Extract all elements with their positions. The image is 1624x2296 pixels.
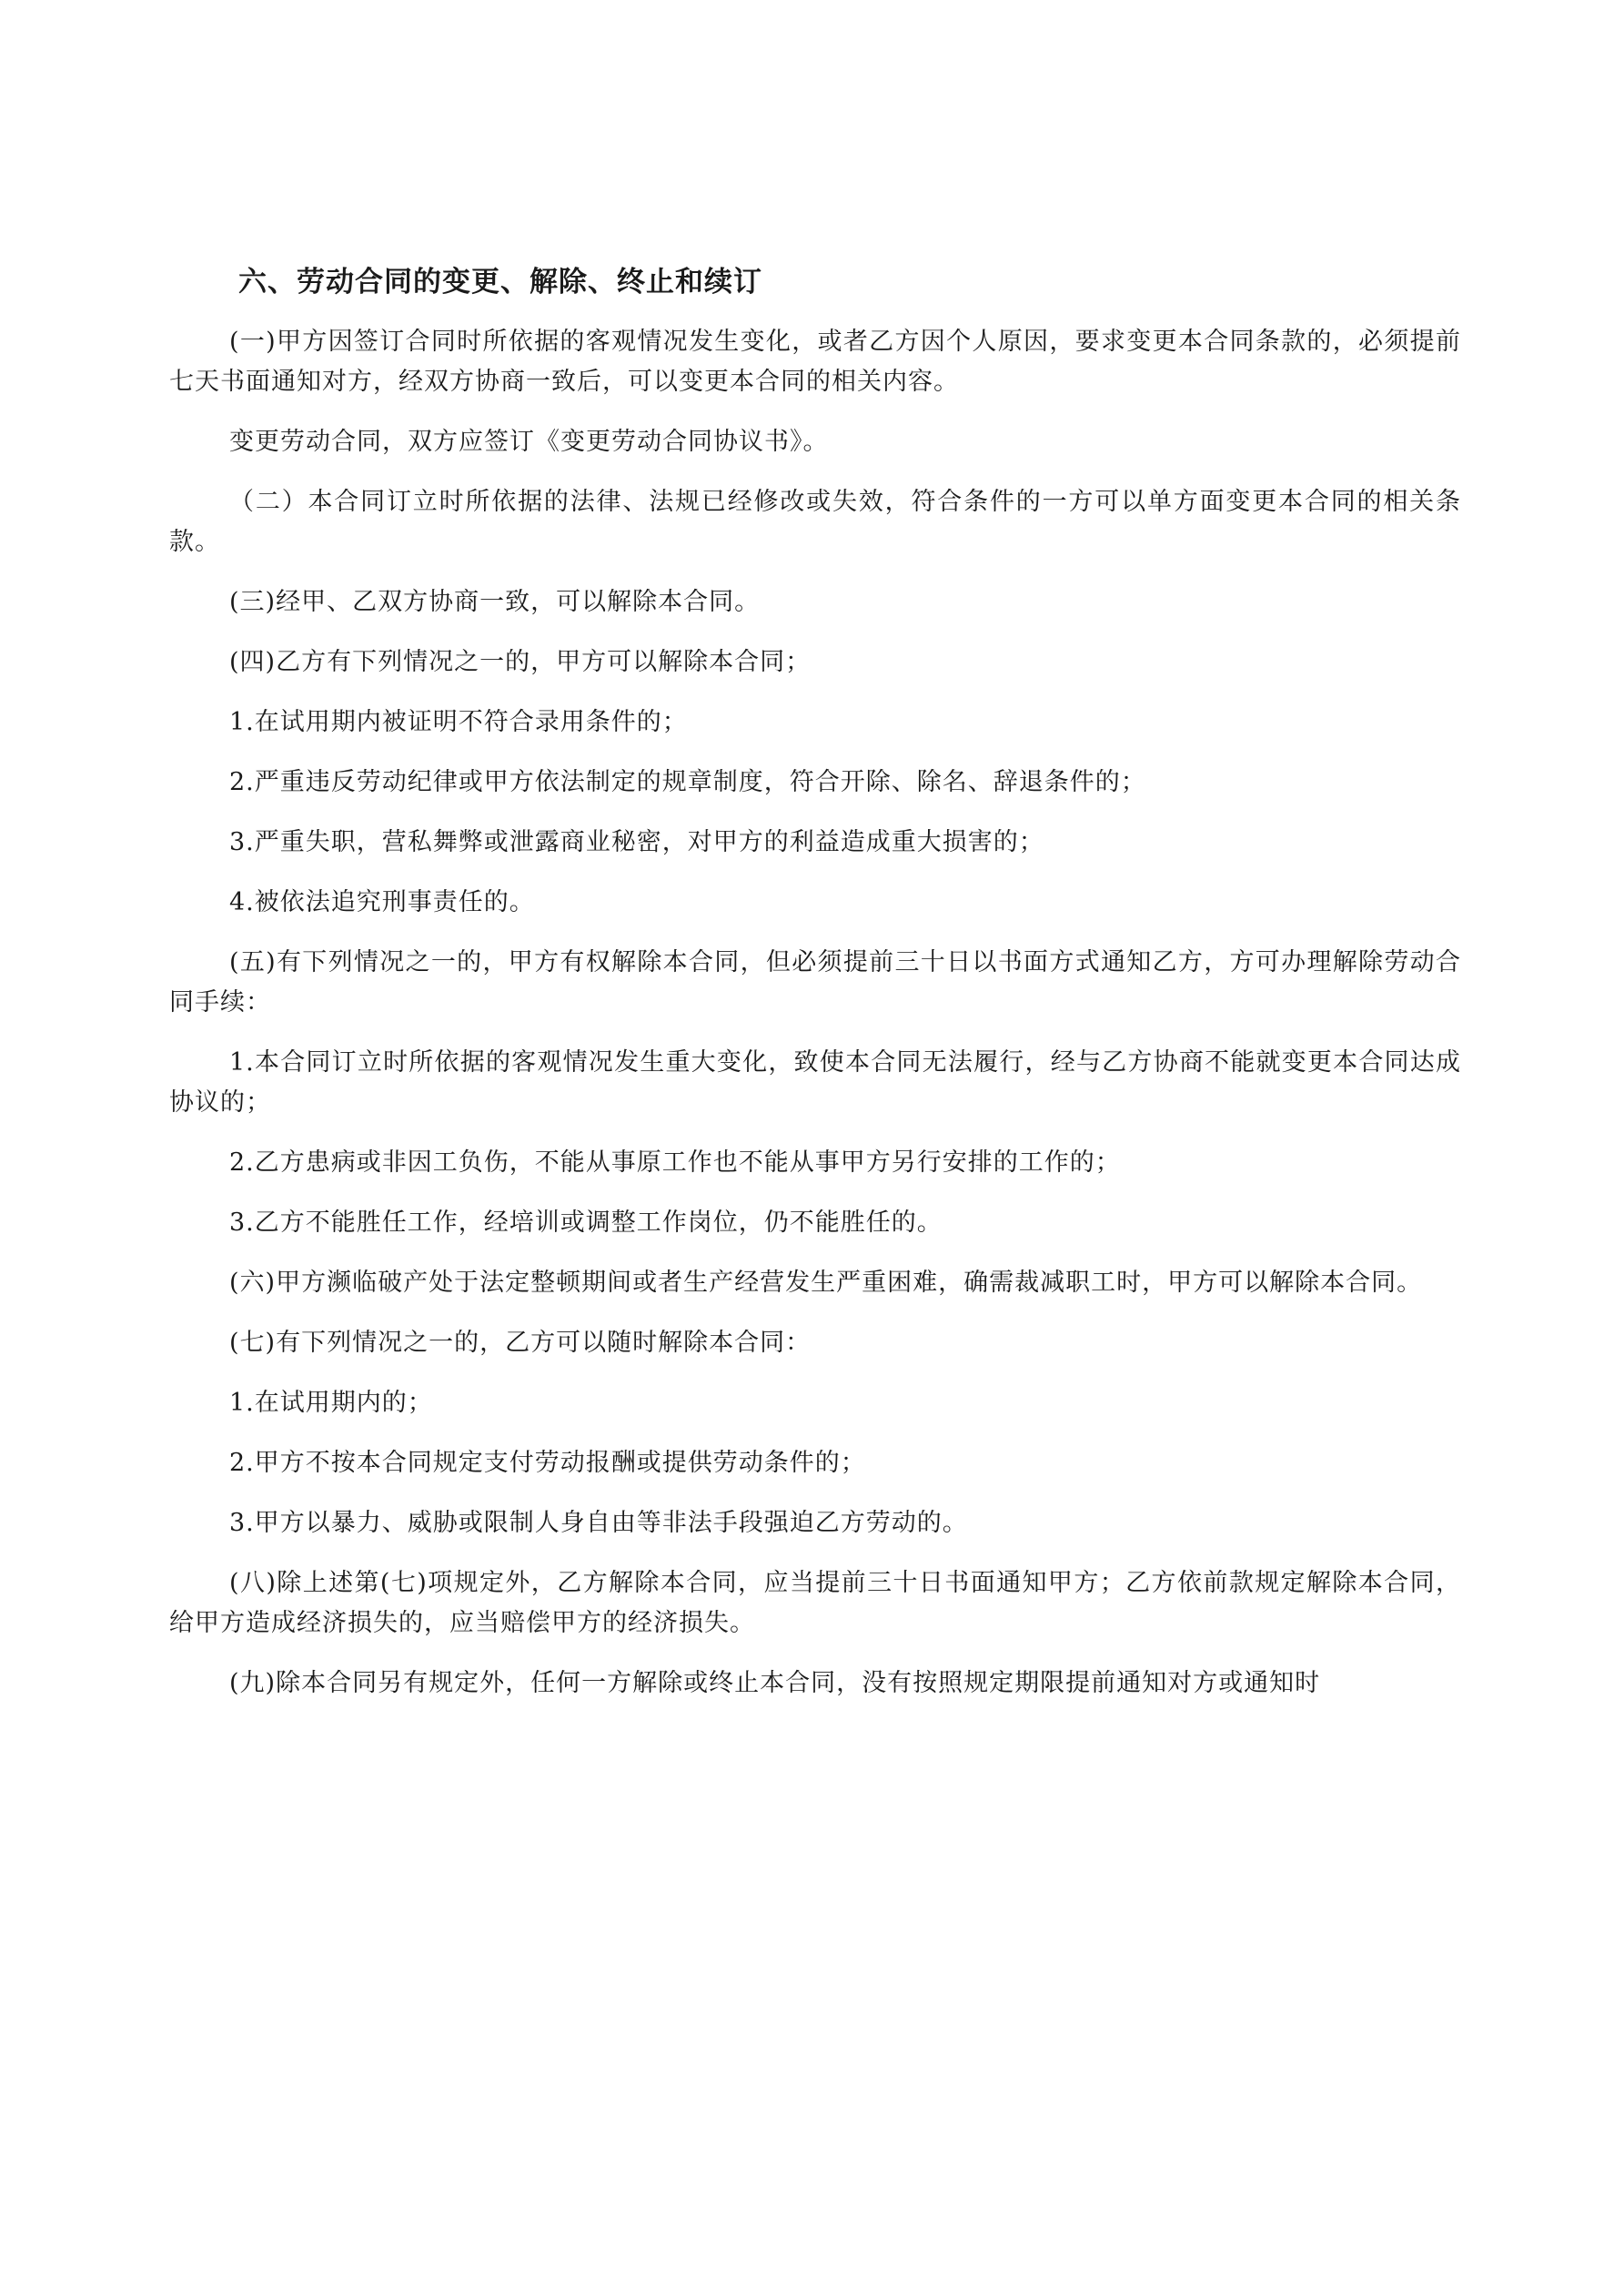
list-item: 3.乙方不能胜任工作，经培训或调整工作岗位，仍不能胜任的。 (229, 1209, 943, 1237)
list-item: 1.在试用期内被证明不符合录用条件的； (229, 708, 688, 736)
paragraph: (九)除本合同另有规定外，任何一方解除或终止本合同，没有按照规定期限提前通知对方或通知时 (229, 1669, 1321, 1697)
list-item: 4.被依法追究刑事责任的。 (229, 888, 535, 916)
paragraph: (六)甲方濒临破产处于法定整顿期间或者生产经营发生严重困难，确需裁减职工时，甲方可以解除本合同。 (229, 1269, 1423, 1297)
list-item: 2.严重违反劳动纪律或甲方依法制定的规章制度，符合开除、除名、辞退条件的； (229, 768, 1146, 796)
document-body (169, 262, 1461, 1724)
paragraph: (八)除上述第(七)项规定外，乙方解除本合同，应当提前三十日书面通知甲方；乙方依前款规定解除本合同，给甲方造成经济损失的，应当赔偿甲方的经济损失。 (169, 1569, 1461, 1637)
paragraph: (七)有下列情况之一的，乙方可以随时解除本合同： (229, 1329, 812, 1357)
list-item: 3.甲方以暴力、威胁或限制人身自由等非法手段强迫乙方劳动的。 (229, 1509, 968, 1537)
list-item: 2.乙方患病或非因工负伤，不能从事原工作也不能从事甲方另行安排的工作的； (229, 1148, 1121, 1177)
list-item: 1.本合同订立时所依据的客观情况发生重大变化，致使本合同无法履行，经与乙方协商不能就变更本合同达成协议的； (169, 1048, 1461, 1117)
paragraph: (一)甲方因签订合同时所依据的客观情况发生变化，或者乙方因个人原因，要求变更本合同条款的，必须提前七天书面通知对方，经双方协商一致后，可以变更本合同的相关内容。 (169, 328, 1461, 396)
paragraph: (四)乙方有下列情况之一的，甲方可以解除本合同； (229, 648, 812, 676)
paragraph: （二）本合同订立时所依据的法律、法规已经修改或失效，符合条件的一方可以单方面变更本合同的相关条款。 (169, 488, 1461, 556)
list-item: 1.在试用期内的； (229, 1389, 433, 1417)
list-item: 2.甲方不按本合同规定支付劳动报酬或提供劳动条件的； (229, 1449, 866, 1477)
paragraph: 变更劳动合同，双方应签订《变更劳动合同协议书》。 (229, 428, 829, 456)
section-heading: 六、劳动合同的变更、解除、终止和续订 (238, 266, 762, 298)
paragraph: (五)有下列情况之一的，甲方有权解除本合同，但必须提前三十日以书面方式通知乙方，方可办理解除劳动合同手续： (169, 948, 1461, 1017)
paragraph: (三)经甲、乙双方协商一致，可以解除本合同。 (229, 588, 761, 616)
list-item: 3.严重失职，营私舞弊或泄露商业秘密，对甲方的利益造成重大损害的； (229, 828, 1044, 856)
